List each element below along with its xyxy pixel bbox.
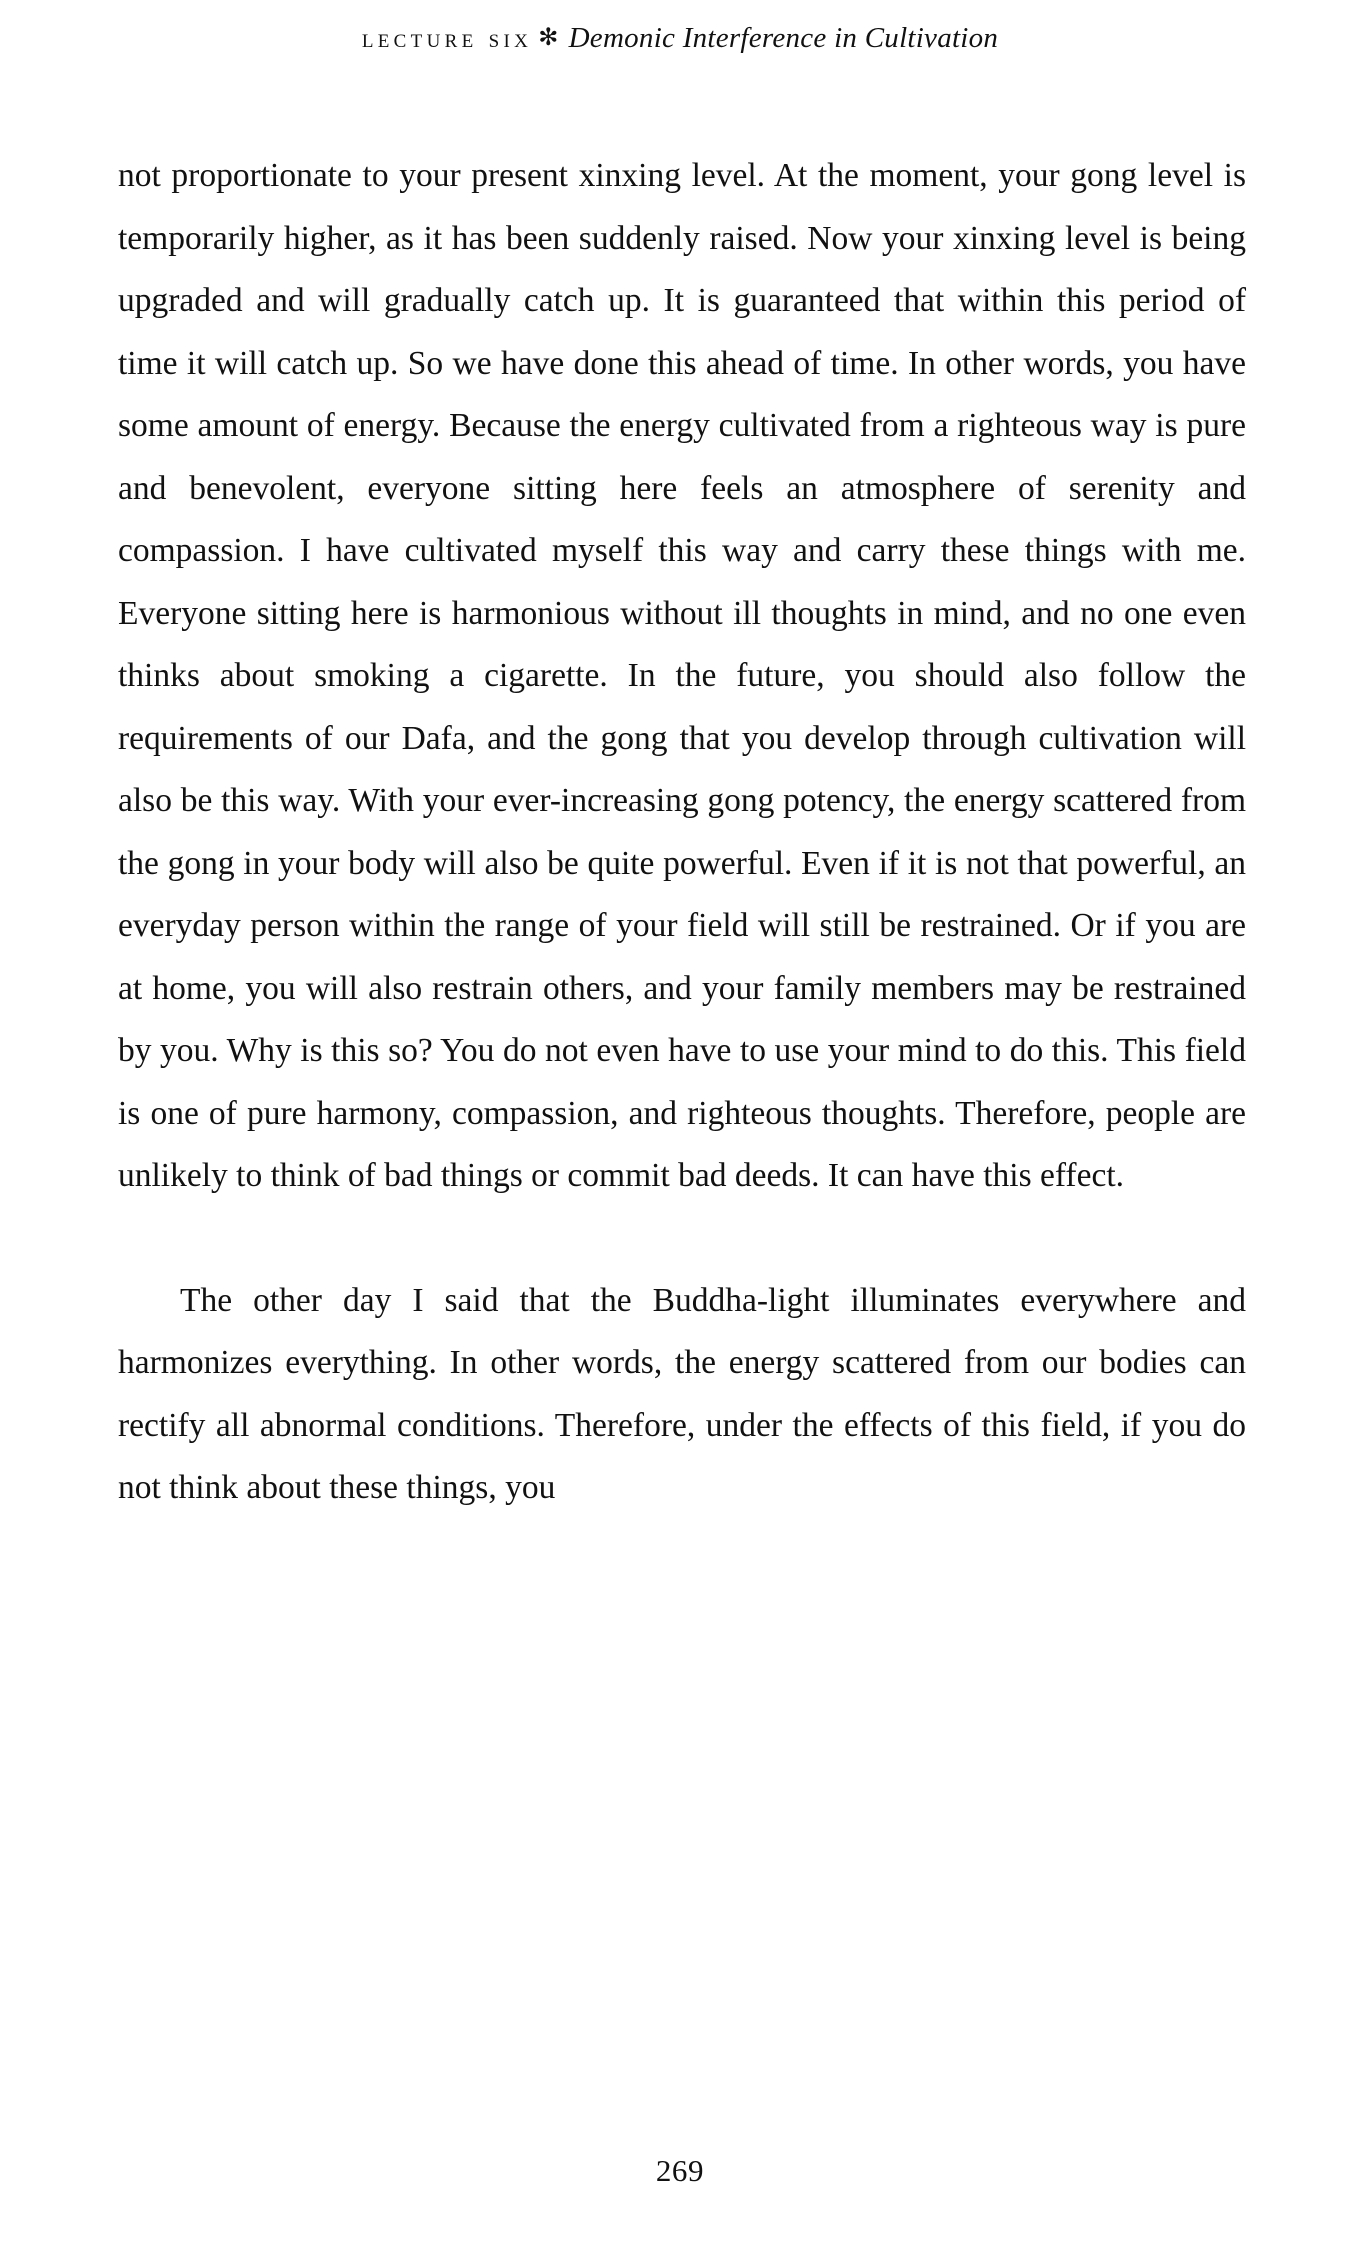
page-number: 269 — [655, 2153, 705, 2188]
running-head-lecture: lecture six — [361, 23, 533, 53]
paragraph: The other day I said that the Buddha-light illuminates everywhere and harmonizes everything. In other words, the energy scattered from our bodies can rectify all abnormal conditions. Therefore, under the effects of this field, if you do not think about these things, you — [118, 1281, 1246, 1506]
running-head — [0, 22, 1360, 55]
running-head-title: Demonic Interference in Cultivation — [568, 22, 999, 54]
paragraph: not proportionate to your present xinxing level. At the moment, your gong level is temporarily higher, as it has been suddenly raised. Now your xinxing level is being upgraded and will gradually catch up. It is guaranteed that within this period of time it will catch up. So we have done this ahead of time. In other words, you have some amount of energy. Because the energy cultivated from a righteous way is pure and benevolent, everyone sitting here feels an atmosphere of serenity and compassion. I have cultivated myself this way and carry these things with me. Everyone sitting here is harmonious without ill thoughts in mind, and no one even thinks about smoking a cigarette. In the future, you should also follow the requirements of our Dafa, and the gong that you develop through cultivation will also be this way. With your ever-increasing gong potency, the energy scattered from the gong in your body will also be quite powerful. Even if it is not that powerful, an everyday person within the range of your field will still be restrained. Or if you are at home, you will also restrain others, and your family members may be restrained by you. Why is this so? You do not even have to use your mind to do this. This field is one of pure harmony, compassion, and righteous thoughts. Therefore, people are unlikely to think of bad things or commit bad deeds. It can have this effect. — [118, 157, 1246, 1194]
body-text-column — [118, 145, 1246, 1520]
ornament-icon: ✻ — [538, 25, 559, 51]
